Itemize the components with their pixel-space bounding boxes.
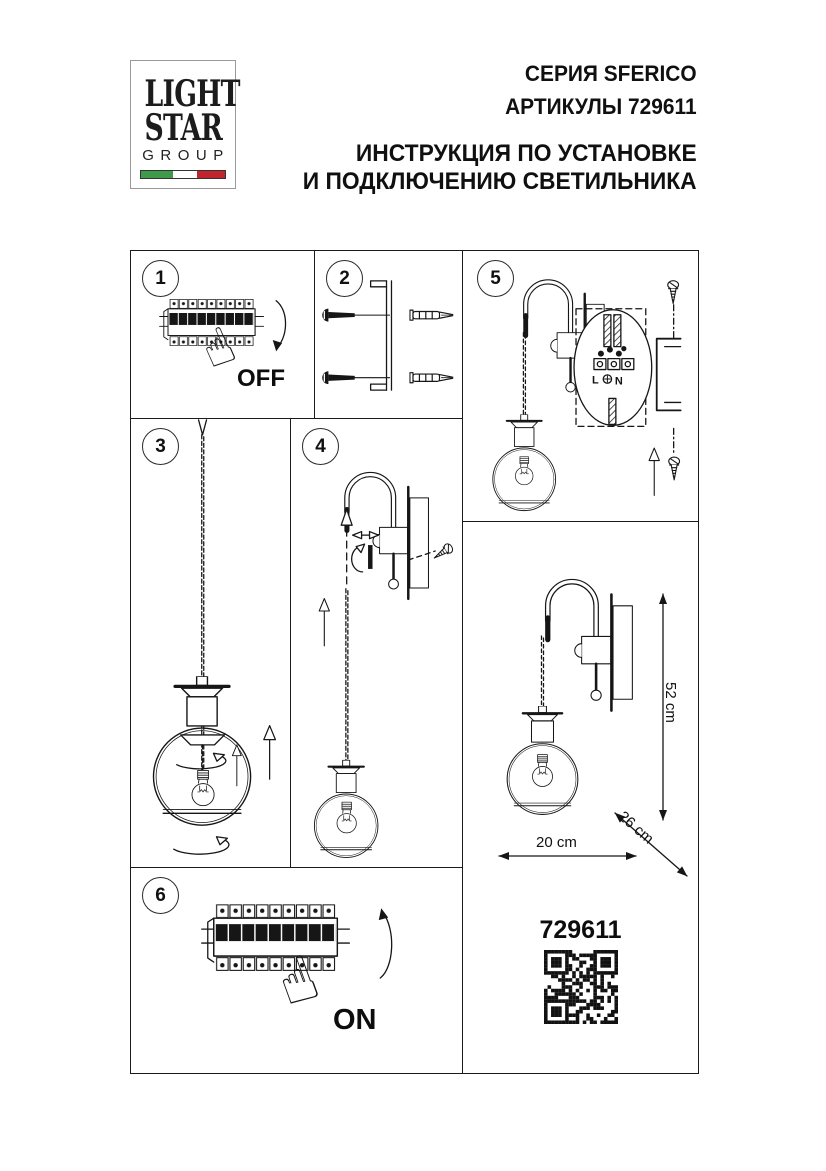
title-line-2: И ПОДКЛЮЧЕНИЮ СВЕТИЛЬНИКА xyxy=(303,168,697,195)
screw-icon xyxy=(431,542,454,562)
pointing-hand-icon: ☝ xyxy=(192,315,244,381)
screw-icon xyxy=(668,281,679,304)
step-6-badge: 6 xyxy=(142,877,179,914)
up-arrow-icon xyxy=(264,726,276,779)
light-bulb-icon xyxy=(337,802,356,833)
light-bulb-icon xyxy=(192,770,214,805)
lightstar-logo xyxy=(130,60,240,189)
wall-anchor-icon xyxy=(410,373,453,383)
step-4-panel xyxy=(291,419,463,868)
step-6-panel xyxy=(131,868,463,1073)
height-dimension-label: 52 cm xyxy=(662,682,679,723)
on-label: ON xyxy=(333,1004,377,1036)
title-line-1: ИНСТРУКЦИЯ ПО УСТАНОВКЕ xyxy=(356,140,697,167)
step-2-panel xyxy=(315,251,463,419)
up-arrow-icon xyxy=(649,448,659,495)
italian-flag-icon xyxy=(140,170,226,179)
terminal-n-label: N xyxy=(614,375,623,388)
off-label: OFF xyxy=(237,365,285,392)
series-name: СЕРИЯ SFERICO xyxy=(525,61,697,86)
qr-code xyxy=(544,950,618,1024)
width-dimension-label: 20 cm xyxy=(536,834,577,851)
step-1-panel xyxy=(131,251,315,419)
step-5-panel xyxy=(463,251,698,522)
terminal-l-label: L xyxy=(591,374,599,387)
depth-dimension-label: 26 cm xyxy=(614,808,657,848)
up-arrow-icon xyxy=(341,509,352,525)
step-1-badge: 1 xyxy=(142,260,179,297)
step-3-badge: 3 xyxy=(142,428,179,465)
step-3-panel xyxy=(131,419,291,868)
step-4-badge: 4 xyxy=(302,428,339,465)
step-5-badge: 5 xyxy=(477,260,514,297)
dimensions-panel xyxy=(463,522,698,1073)
light-bulb-icon xyxy=(515,457,533,485)
screw-icon xyxy=(322,371,389,384)
logo-word-star: STAR xyxy=(144,107,222,149)
wall-bracket-icon xyxy=(657,339,681,411)
logo-word-light: LIGHT xyxy=(144,73,240,115)
series-header xyxy=(495,57,697,123)
globe-assembly-illustration xyxy=(131,419,290,867)
wall-anchor-icon xyxy=(410,310,453,320)
inner-holder xyxy=(181,735,225,745)
pointing-hand-icon: ☝ xyxy=(267,939,328,1022)
left-right-arrow-icon xyxy=(353,532,362,539)
article-number: 729611 xyxy=(539,916,622,944)
wall-lamp-arm xyxy=(548,582,633,711)
step-2-badge: 2 xyxy=(326,260,363,297)
logo-word-group: GROUP xyxy=(142,147,230,164)
terminal-block xyxy=(594,359,606,370)
light-bulb-icon xyxy=(532,755,552,787)
up-arrow-icon xyxy=(319,599,329,646)
article-line: АРТИКУЛЫ 729611 xyxy=(505,94,697,119)
screw-icon xyxy=(669,457,680,480)
cord-threading-illustration xyxy=(291,419,462,867)
screw-icon xyxy=(322,309,389,322)
instruction-grid xyxy=(130,250,699,1074)
instruction-title xyxy=(282,140,697,196)
